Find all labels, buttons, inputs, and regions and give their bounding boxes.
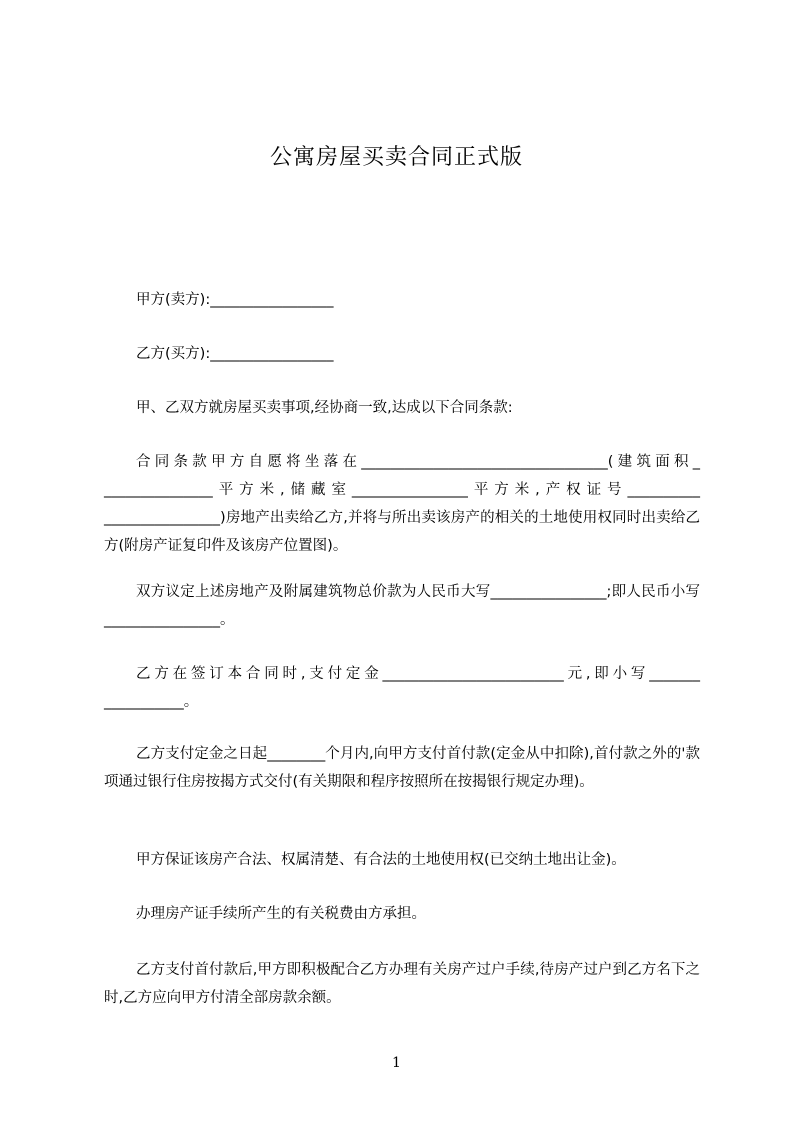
clause-total-price: 双方议定上述房地产及附属建筑物总价款为人民币大写________________;即人民币小写________________。 xyxy=(104,584,700,628)
party-a-line: 甲方(卖方):_________________ xyxy=(136,292,334,308)
clause-property-sale: 合同条款甲方自愿将坐落在__________________________________(建筑面积_ _______________平方米,储藏室________________平方米,产权证号__________ ________________)房地产出卖给乙方,并将与所出卖该房产的相关的土地使用权同时出卖给乙方(附房产证复印件及该房产位置图)。 xyxy=(104,454,700,554)
clause-seller-guarantee: 甲方保证该房产合法、权属清楚、有合法的土地使用权(已交纳土地出让金)。 xyxy=(136,852,626,868)
clause-down-payment: 乙方支付定金之日起________个月内,向甲方支付首付款(定金从中扣除),首付款之外的'款项通过银行住房按揭方式交付(有关期限和程序按照所在按揭银行规定办理)。 xyxy=(104,746,700,790)
clause-tax-fees: 办理房产证手续所产生的有关税费由方承担。 xyxy=(136,906,426,922)
clause-transfer-balance: 乙方支付首付款后,甲方即积极配合乙方办理有关房产过户手续,待房产过户到乙方名下之时,乙方应向甲方付清全部房款余额。 xyxy=(104,962,700,1006)
intro-line: 甲、乙双方就房屋买卖事项,经协商一致,达成以下合同条款: xyxy=(136,400,513,416)
party-b-line: 乙方(买方):_________________ xyxy=(136,346,334,362)
clause-deposit: 乙方在签订本合同时,支付定金_________________________元,即小写_______ ___________。 xyxy=(104,666,700,710)
document-title: 公寓房屋买卖合同正式版 xyxy=(269,145,523,170)
page-number: 1 xyxy=(392,1055,401,1071)
